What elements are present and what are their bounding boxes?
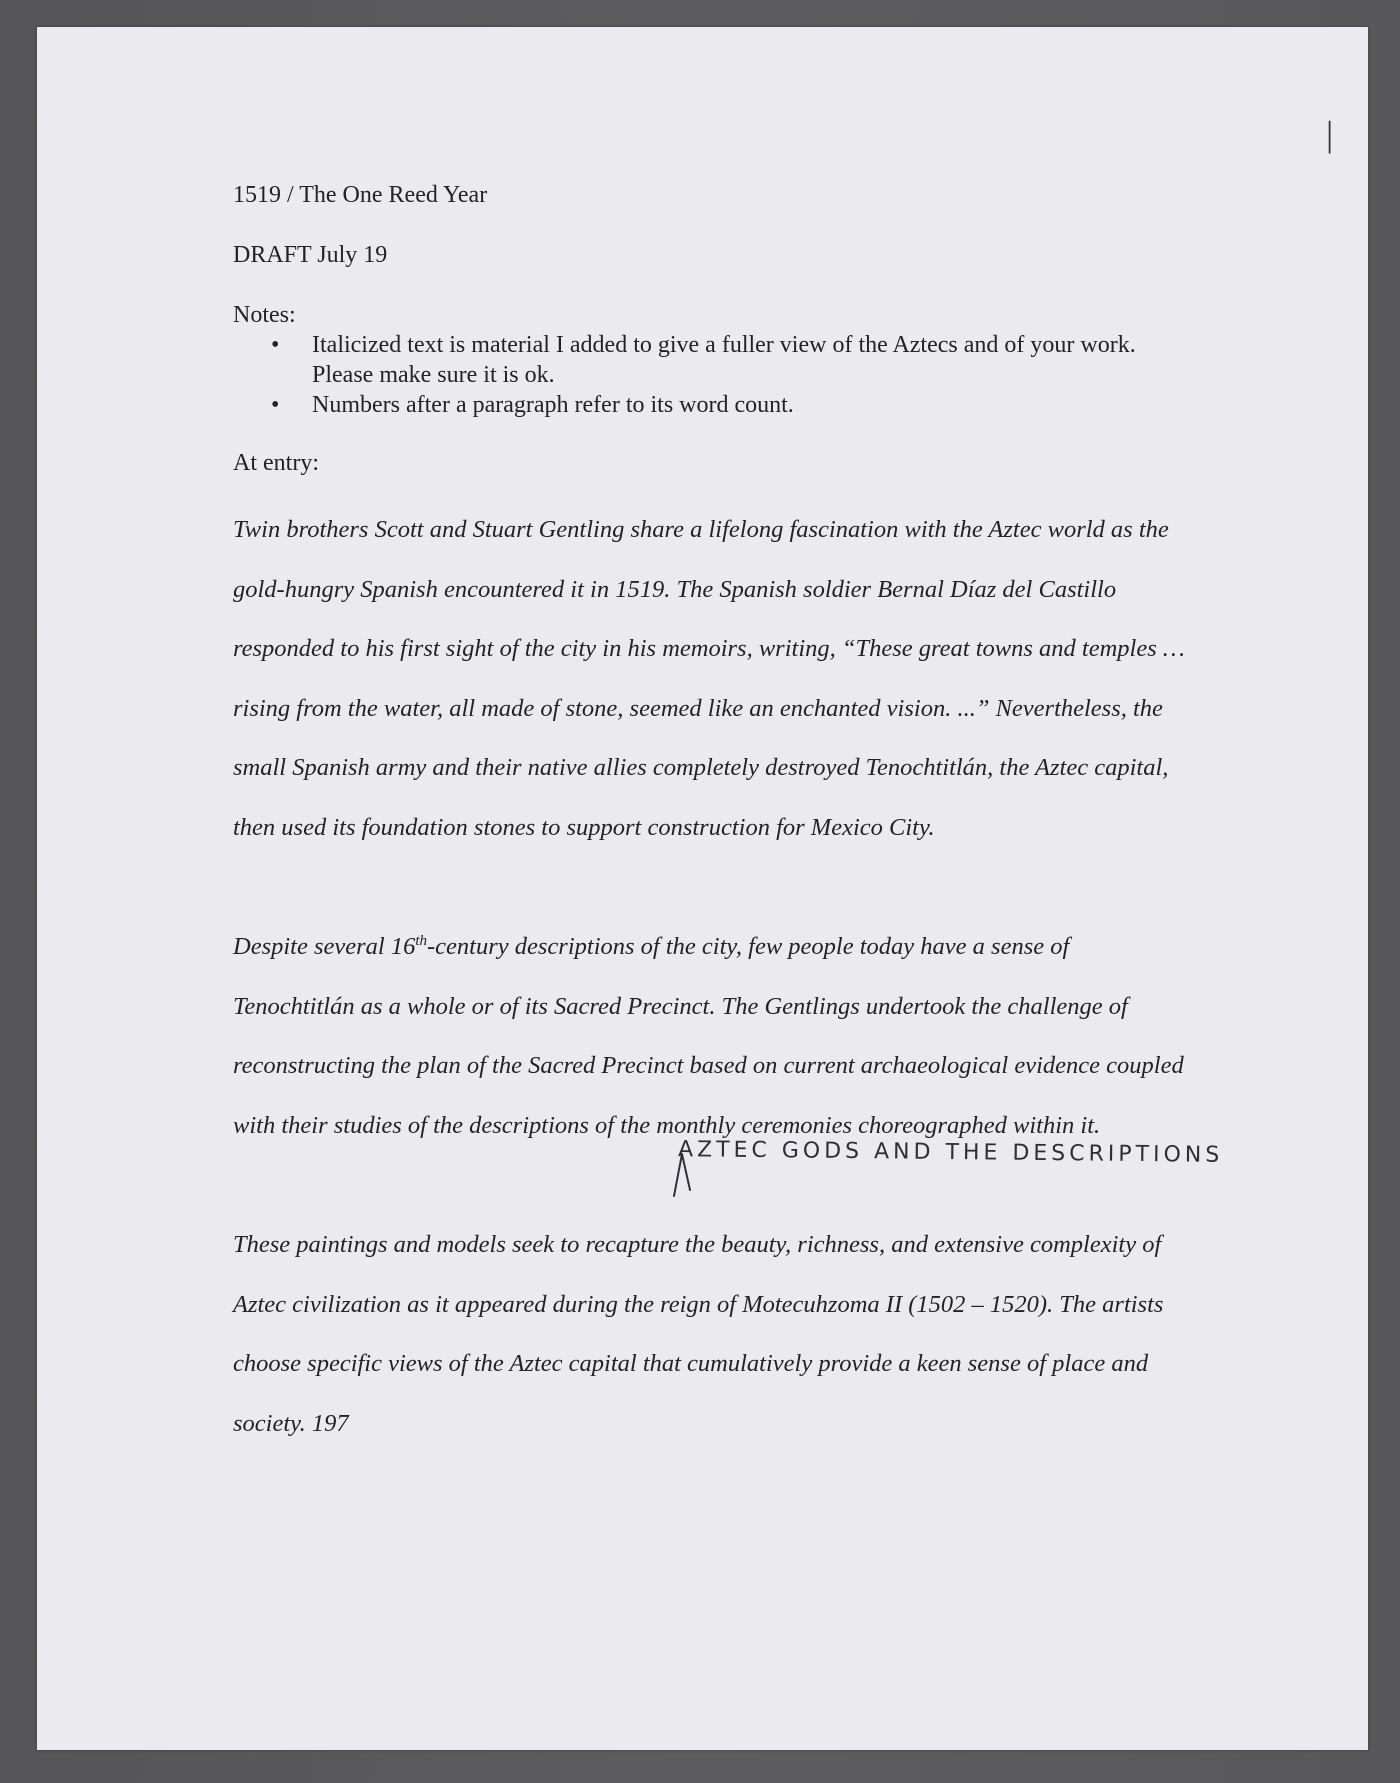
paragraph-text: Despite several 16 bbox=[233, 933, 416, 960]
note-text: Italicized text is material I added to give a fuller view of the Aztecs and of your work. Please make sure it is ok. bbox=[312, 332, 1136, 388]
bullet-icon: • bbox=[271, 392, 280, 418]
superscript: th bbox=[415, 932, 428, 949]
paragraph-intro: Twin brothers Scott and Stuart Gentling share a lifelong fascination with the Aztec world as the gold-hungry Spanish encountered it in 1519. The Spanish soldier Bernal Díaz del Castillo responded to his first sight of the city in his memoirs, writing, “These great towns and temples … rising from the water, all made of stone, seemed like an enchanted vision. ...” Nevertheless, the small Spanish army and their native allies completely destroyed Tenochtitlán, the Aztec capital, then used its foundation stones to support construction for Mexico City. bbox=[233, 516, 1185, 841]
note-text: Numbers after a paragraph refer to its word count. bbox=[312, 392, 794, 418]
document-title: 1519 / The One Reed Year bbox=[233, 182, 488, 208]
page-mark: | bbox=[1326, 114, 1334, 154]
bullet-icon: • bbox=[271, 332, 280, 358]
note-item bbox=[271, 330, 1193, 390]
paragraph-sacred-precinct bbox=[233, 917, 1193, 1155]
paragraph-paintings: These paintings and models seek to recapture the beauty, richness, and extensive complexity of Aztec civilization as it appeared during the reign of Motecuhzoma II (1502 – 1520). The artists choose specific views of the Aztec capital that cumulatively provide a keen sense of place and society. 197 bbox=[233, 1231, 1164, 1437]
document-body bbox=[233, 180, 1193, 1453]
note-item bbox=[271, 390, 1193, 420]
handwritten-insert: AZTEC GODS AND THE DESCRIPTIONS bbox=[677, 1137, 1224, 1168]
draft-date: DRAFT July 19 bbox=[233, 242, 388, 268]
notes-heading: Notes: bbox=[233, 302, 296, 328]
entry-label: At entry: bbox=[233, 450, 319, 476]
paragraph-text: -century descriptions of the city, few people today have a sense of Tenochtitlán as a whole or of its Sacred Precinct. The Gentlings undertook the challenge of reconstructing the plan of the Sacred Precinct based on current archaeological evidence coupled with their studies of the descriptions of the monthly ceremonies choreographed within it. bbox=[233, 933, 1184, 1139]
notes-list bbox=[233, 330, 1193, 420]
